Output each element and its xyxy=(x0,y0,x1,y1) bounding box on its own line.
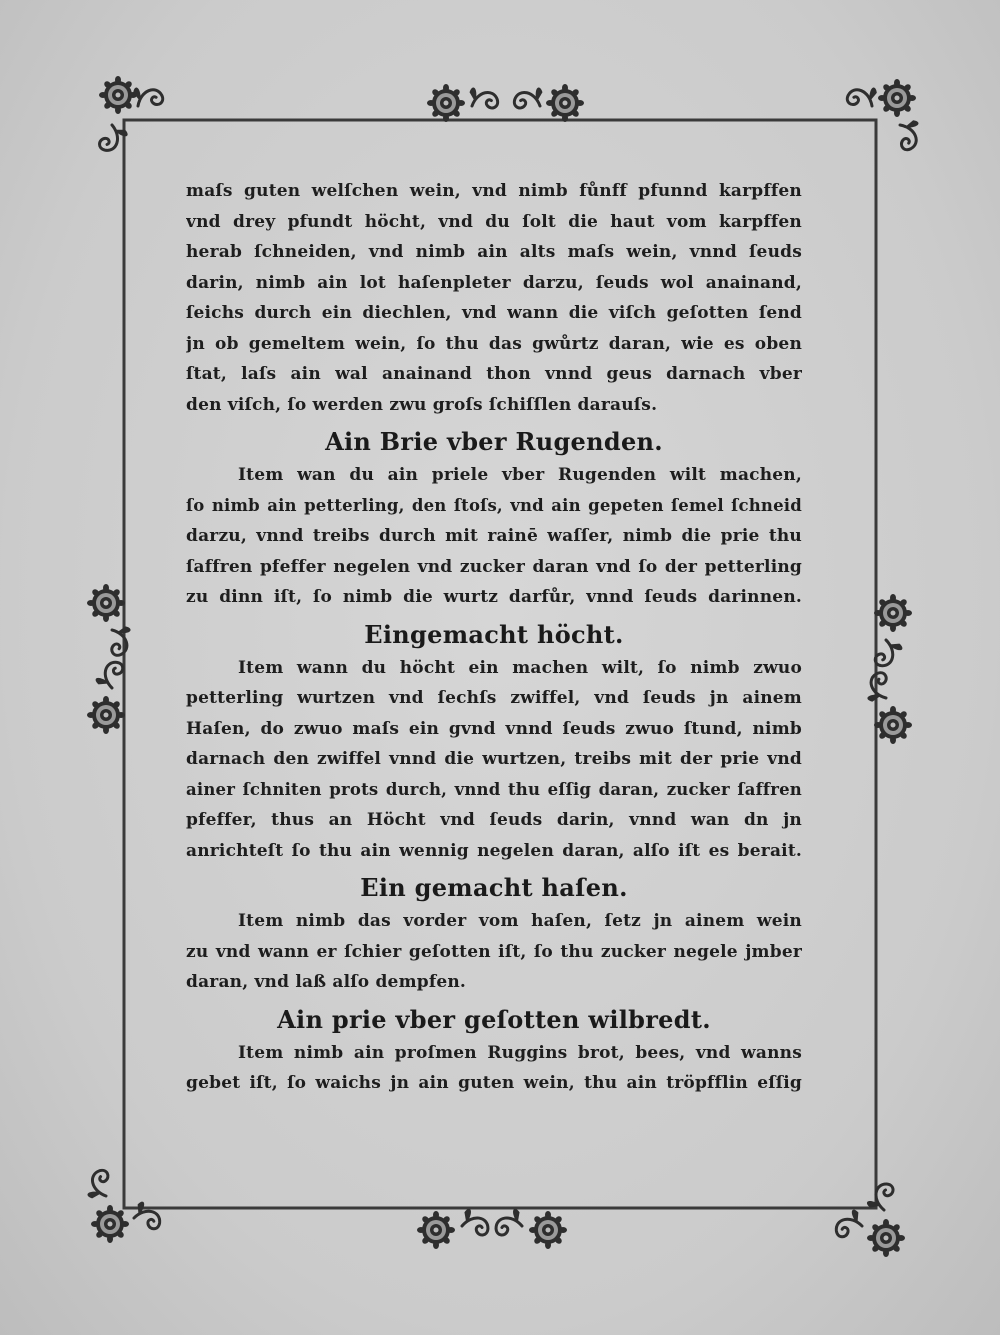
text-line: herab ſchneiden, vnd nimb ain alts maſs wein, vnnd ſeuds xyxy=(186,242,802,262)
text-line: anrichteſt ſo thu ain wennig negelen daran, alſo iſt es berait. xyxy=(186,840,802,861)
text-line: Item nimb das vorder vom haſen, ſetz jn ainem wein xyxy=(238,911,802,931)
text-line: maſs guten welſchen wein, vnd nimb fůnff pfunnd karpffen xyxy=(186,181,802,201)
text-line: ainer ſchniten prots durch, vnnd thu eſſig daran, zucker ſaffren xyxy=(186,779,802,799)
rosette-icon xyxy=(427,84,584,122)
recipe-section xyxy=(186,424,802,613)
section-heading: Eingemacht höcht. xyxy=(364,619,624,649)
text-line: Haſen, do zwuo maſs ein gvnd vnnd ſeuds zwuo ſtund, nimb xyxy=(186,718,802,739)
rosette-icon xyxy=(417,1208,567,1249)
text-line: darin, nimb ain lot haſenpleter darzu, ſeuds wol anainand, xyxy=(186,272,802,293)
text-line: daran, vnd laß alſo dempfen. xyxy=(186,972,467,992)
section-heading: Ain prie vber geſotten wilbredt. xyxy=(277,1004,711,1034)
intro-paragraph xyxy=(186,176,802,420)
text-line: Item wann du höcht ein machen wilt, ſo nimb zwuo xyxy=(238,657,802,678)
recipe-text xyxy=(186,176,802,1146)
text-line: zu vnd wann er ſchier geſotten iſt, ſo thu zucker negele jmber xyxy=(186,941,802,962)
recipe-section xyxy=(186,1002,802,1099)
section-heading: Ain Brie vber Rugenden. xyxy=(325,427,663,456)
text-line: ſaffren pfeffer negelen vnd zucker daran vnd ſo der petterling xyxy=(186,556,802,577)
recipe-section xyxy=(186,617,802,867)
text-line: pfeffer, thus an Höcht vnd ſeuds darin, vnnd wan dn jn xyxy=(186,810,802,830)
text-line: petterling wurtzen vnd ſechſs zwiffel, vnd ſeuds jn ainem xyxy=(186,688,802,708)
text-line: vnd drey pfundt höcht, vnd du ſolt die haut vom karpffen xyxy=(186,211,802,232)
rosette-icon xyxy=(87,584,136,734)
text-line: ſeichs durch ein diechlen, vnd wann die viſch geſotten ſend xyxy=(186,303,802,323)
recipe-section xyxy=(186,870,802,998)
text-line: Item nimb ain proſmen Ruggins brot, bees, vnd wanns xyxy=(238,1042,802,1063)
text-line: den viſch, ſo werden zwu groſs ſchiſſlen darauſs. xyxy=(186,394,658,415)
corner-rosette-icon xyxy=(832,1181,905,1257)
corner-rosette-icon xyxy=(846,79,926,151)
text-line: gebet iſt, ſo waichs jn ain guten wein, thu ain tröpfflin eſſig xyxy=(186,1073,802,1093)
text-line: darzu, vnnd treibs durch mit rainē waſſer, nimb die prie thu xyxy=(186,526,802,546)
rosette-icon xyxy=(862,594,912,744)
text-line: Item wan du ain priele vber Rugenden wilt machen, xyxy=(238,465,802,485)
corner-rosette-icon xyxy=(98,76,164,156)
text-line: ſo nimb ain petterling, den ſtoſs, vnd ain gepeten ſemel ſchneid xyxy=(186,495,802,515)
text-line: jn ob gemeltem wein, ſo thu das gwůrtz daran, wie es oben xyxy=(186,333,802,354)
text-line: ſtat, laſs ain wal anainand thon vnnd geus darnach vber xyxy=(186,364,802,384)
section-heading: Ein gemacht haſen. xyxy=(360,873,628,902)
text-line: darnach den zwiffel vnnd die wurtzen, treibs mit der prie vnd xyxy=(186,749,802,769)
text-line: zu dinn iſt, ſo nimb die wurtz darfůr, vnnd ſeuds darinnen. xyxy=(186,587,802,607)
